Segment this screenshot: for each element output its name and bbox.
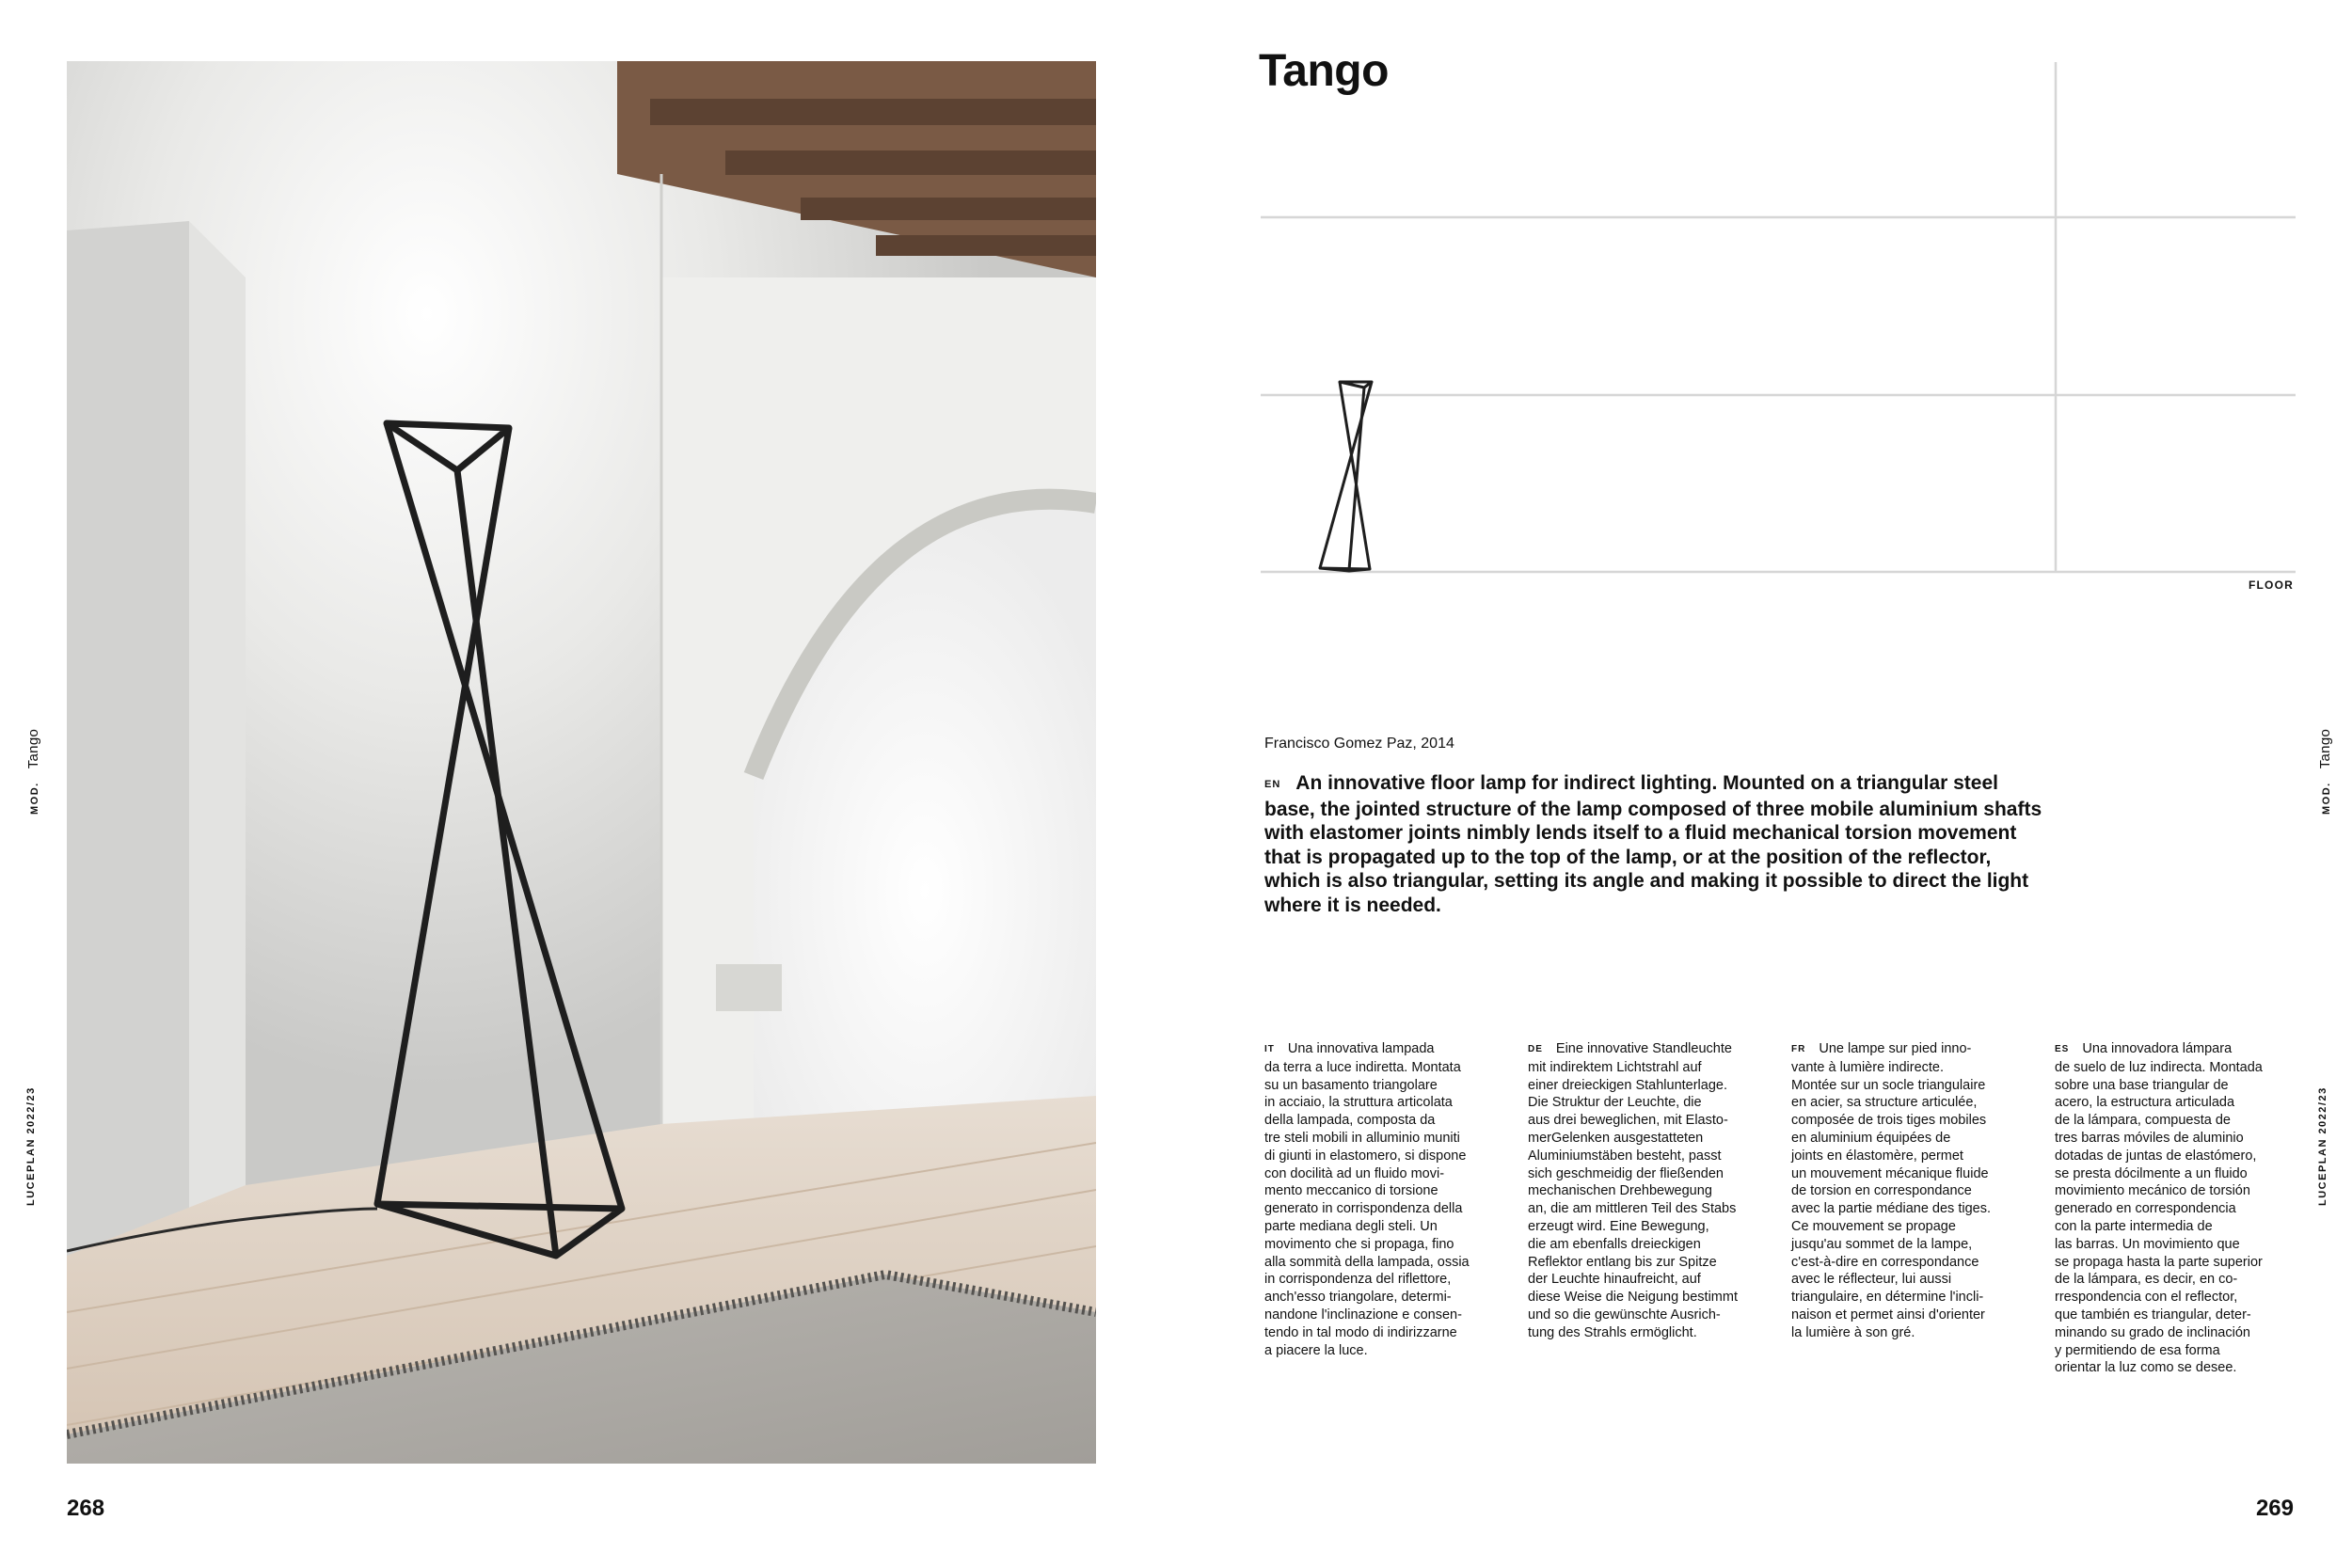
text-line: merGelenken ausgestatteten [1528, 1130, 1704, 1146]
text-line: naison et permet ainsi d'orienter [1791, 1307, 1985, 1323]
text-line: Aluminiumstäben besteht, passt [1528, 1148, 1722, 1164]
text-line: Montée sur un socle triangulaire [1791, 1077, 1986, 1093]
text-line: la lumière à son gré. [1791, 1324, 1915, 1340]
lang-tag-en: EN [1264, 779, 1281, 790]
text-line: dotadas de juntas de elastómero, [2055, 1148, 2257, 1164]
lang-tag-es: ES [2055, 1044, 2070, 1054]
text-line: tre steli mobili in alluminio muniti [1264, 1130, 1460, 1146]
text-line: mechanischen Drehbewegung [1528, 1183, 1712, 1199]
text-line: vante à lumière indirecte. [1791, 1059, 1944, 1075]
text-line: de torsion en correspondance [1791, 1183, 1972, 1199]
mod-name: Tango [25, 728, 41, 769]
text-line: tendo in tal modo di indirizzarne [1264, 1324, 1457, 1340]
column-text-fr [1791, 1041, 1991, 1340]
text-line: rrespondencia con el reflector, [2055, 1290, 2238, 1306]
text-line: movimento che si propaga, fino [1264, 1236, 1454, 1252]
text-line: Reflektor entlang bis zur Spitze [1528, 1254, 1717, 1270]
text-line: de la lámpara, es decir, en co- [2055, 1272, 2238, 1288]
mod-label: MOD. [29, 782, 40, 815]
text-line: tung des Strahls ermöglicht. [1528, 1324, 1697, 1340]
text-line: und so die gewünschte Ausrich- [1528, 1307, 1721, 1323]
mod-name: Tango [2317, 728, 2333, 769]
page-title: Tango [1259, 46, 1389, 96]
text-line: en aluminium équipées de [1791, 1130, 1951, 1146]
text-line: nandone l'inclinazione e consen- [1264, 1307, 1462, 1323]
text-line: movimiento mecánico de torsión [2055, 1183, 2250, 1199]
side-label-right-mod [2317, 729, 2333, 815]
text-line: sich geschmeidig der fließenden [1528, 1165, 1724, 1181]
text-line: a piacere la luce. [1264, 1342, 1368, 1358]
text-line: parte mediana degli steli. Un [1264, 1218, 1438, 1234]
text-line: que también es triangular, deter- [2055, 1307, 2251, 1323]
column-text-es [2055, 1041, 2263, 1375]
lead-text: An innovative floor lamp for indirect lighting. Mounted on a triangular steel base, the jointed structure of the lamp composed of three mobile aluminium shafts with elastomer joints nimbly lends itself to a fluid mechanical torsion movement that is propagated up to the top of the lamp, or at the position of the reflector, which is also triangular, setting its angle and making it possible to direct the light where it is needed. [1264, 772, 2042, 916]
text-line: in acciaio, la struttura articolata [1264, 1095, 1453, 1111]
text-line: joints en élastomère, permet [1791, 1148, 1963, 1164]
text-line: de suelo de luz indirecta. Montada [2055, 1059, 2263, 1075]
description-column-it [1264, 1040, 1511, 1359]
text-line: da terra a luce indiretta. Montata [1264, 1059, 1461, 1075]
text-line: jusqu'au sommet de la lampe, [1791, 1236, 1973, 1252]
column-text-it [1264, 1041, 1470, 1358]
text-line: y permitiendo de esa forma [2055, 1342, 2220, 1358]
text-line: della lampada, composta da [1264, 1113, 1436, 1129]
text-line: der Leuchte hinaufreicht, auf [1528, 1272, 1701, 1288]
text-line: acero, la estructura articulada [2055, 1095, 2235, 1111]
description-column-de [1528, 1040, 1774, 1342]
text-line: Una innovativa lampada [1287, 1041, 1435, 1056]
text-line: an, die am mittleren Teil des Stabs [1528, 1201, 1737, 1217]
text-line: con la parte intermedia de [2055, 1218, 2213, 1234]
side-label-left-mod [25, 729, 41, 815]
lead-description [1264, 771, 2045, 917]
text-line: Eine innovative Standleuchte [1555, 1041, 1732, 1056]
side-label-right-brand: LUCEPLAN 2022/23 [2317, 1086, 2328, 1206]
text-line: alla sommità della lampada, ossia [1264, 1254, 1470, 1270]
column-text-de [1528, 1041, 1738, 1340]
text-line: avec le réflecteur, lui aussi [1791, 1272, 1952, 1288]
text-line: die am ebenfalls dreieckigen [1528, 1236, 1701, 1252]
category-label: FLOOR [2249, 578, 2294, 592]
text-line: con docilità ad un fluido movi- [1264, 1165, 1445, 1181]
lang-tag-fr: FR [1791, 1044, 1806, 1054]
text-line: las barras. Un movimiento que [2055, 1236, 2240, 1252]
text-line: Une lampe sur pied inno- [1819, 1041, 1972, 1056]
text-line: Una innovadora lámpara [2082, 1041, 2233, 1056]
text-line: sobre una base triangular de [2055, 1077, 2229, 1093]
text-line: se presta dócilmente a un fluido [2055, 1165, 2248, 1181]
text-line: mit indirektem Lichtstrahl auf [1528, 1059, 1702, 1075]
text-line: se propaga hasta la parte superior [2055, 1254, 2263, 1270]
mod-label: MOD. [2321, 782, 2332, 815]
dimension-diagram [1261, 60, 2296, 596]
text-line: tres barras móviles de aluminio [2055, 1130, 2244, 1146]
text-line: generado en correspondencia [2055, 1201, 2236, 1217]
text-line: minando su grado de inclinación [2055, 1324, 2250, 1340]
lang-tag-de: DE [1528, 1044, 1543, 1054]
text-line: c'est-à-dire en correspondance [1791, 1254, 1979, 1270]
text-line: orientar la luz como se desee. [2055, 1360, 2237, 1376]
description-column-es [2055, 1040, 2301, 1377]
description-column-fr [1791, 1040, 2038, 1342]
text-line: aus drei beweglichen, mit Elasto- [1528, 1113, 1728, 1129]
lamp-silhouette-icon [1320, 382, 1372, 571]
text-line: un mouvement mécanique fluide [1791, 1165, 1989, 1181]
text-line: diese Weise die Neigung bestimmt [1528, 1290, 1738, 1306]
designer-credit: Francisco Gomez Paz, 2014 [1264, 736, 1454, 752]
text-line: de la lámpara, compuesta de [2055, 1113, 2231, 1129]
lamp-interior-photo [67, 61, 1096, 1464]
text-line: composée de trois tiges mobiles [1791, 1113, 1987, 1129]
lang-tag-it: IT [1264, 1044, 1275, 1054]
page-number-right: 269 [2255, 1496, 2294, 1521]
text-line: avec la partie médiane des tiges. [1791, 1201, 1991, 1217]
side-label-left-brand: LUCEPLAN 2022/23 [25, 1086, 37, 1206]
text-line: mento meccanico di torsione [1264, 1183, 1438, 1199]
text-line: einer dreieckigen Stahlunterlage. [1528, 1077, 1727, 1093]
text-line: Ce mouvement se propage [1791, 1218, 1956, 1234]
text-line: erzeugt wird. Eine Bewegung, [1528, 1218, 1709, 1234]
product-photo [67, 61, 1096, 1464]
page-number-left: 268 [67, 1496, 105, 1521]
text-line: triangulaire, en détermine l'incli- [1791, 1290, 1984, 1306]
text-line: Die Struktur der Leuchte, die [1528, 1095, 1702, 1111]
text-line: generato in corrispondenza della [1264, 1201, 1463, 1217]
text-line: di giunti in elastomero, si dispone [1264, 1148, 1467, 1164]
text-line: anch'esso triangolare, determi- [1264, 1290, 1452, 1306]
text-line: en acier, sa structure articulée, [1791, 1095, 1978, 1111]
text-line: in corrispondenza del riflettore, [1264, 1272, 1452, 1288]
text-line: su un basamento triangolare [1264, 1077, 1438, 1093]
